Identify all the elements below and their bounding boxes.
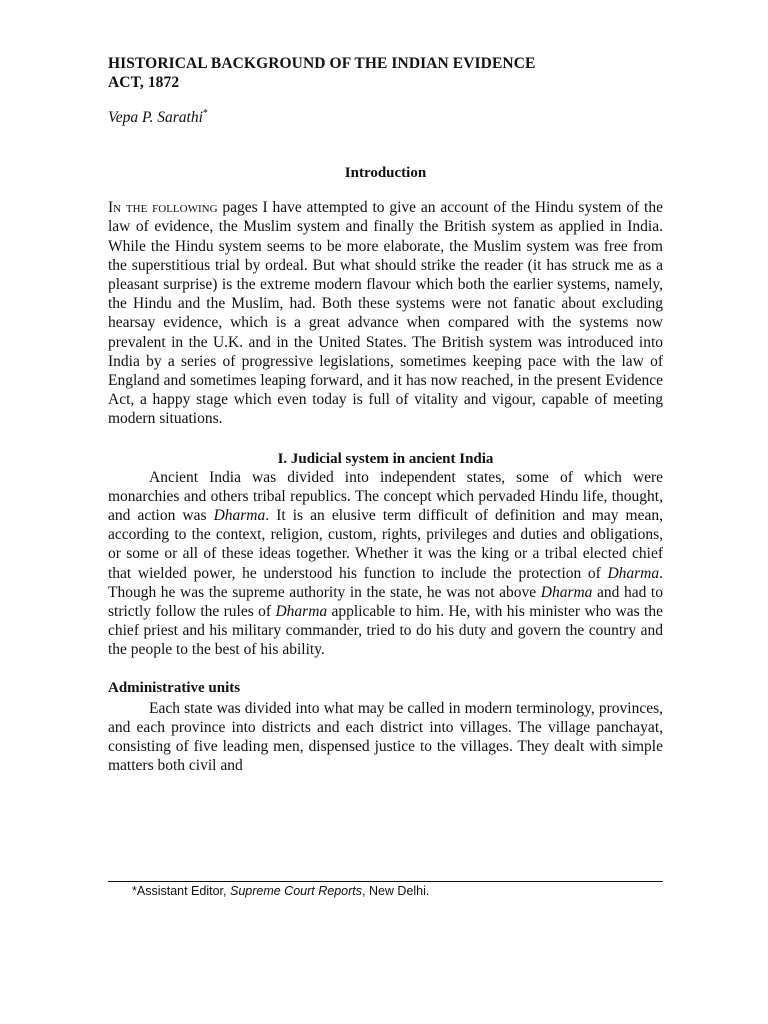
section-1-text-d: and had to strictly follow the rules of bbox=[108, 583, 663, 621]
author-name: Vepa P. Sarathi bbox=[108, 109, 203, 127]
article-title bbox=[108, 54, 663, 92]
title-line-1: HISTORICAL BACKGROUND OF THE INDIAN EVIDENCE bbox=[108, 55, 536, 72]
section-1-paragraph bbox=[108, 468, 663, 660]
footnote-divider bbox=[108, 881, 663, 882]
section-1-text-e: applicable to him. He, with his minister who was the chief priest and his military commander, tried to do his duty and govern the country and the people to the best of his ability. bbox=[108, 603, 663, 659]
footnote bbox=[132, 884, 429, 898]
dharma-term: Dharma bbox=[607, 564, 660, 582]
dharma-term: Dharma bbox=[275, 603, 328, 621]
footnote-text-a: Assistant Editor, bbox=[136, 884, 230, 898]
title-line-2: ACT, 1872 bbox=[108, 74, 180, 91]
intro-lead-in: In the following bbox=[108, 199, 218, 217]
footnote-text-b: , New Delhi. bbox=[362, 884, 430, 898]
author-byline bbox=[108, 108, 663, 127]
intro-text: pages I have attempted to give an account of the Hindu system of the law of evidence, the Muslim system and finally the British system as applied in India. While the Hindu system seems to be more elaborate, the Muslim system was free from the superstitious trial by ordeal. But what should strike the reader (it has struck me as a pleasant surprise) is the extreme modern flavour which both the earlier systems, namely, the Hindu and the Muslim, had. Both these systems were not fanatic about excluding hearsay evidence, which is a great advance when compared with the systems now prevalent in the U.K. and in the United States. The British system was introduced into India by a series of progressive legislations, sometimes keeping pace with the law of England and sometimes leaping forward, and it has now reached, in the present Evidence Act, a happy stage which even today is full of vitality and vigour, capable of meeting modern situations. bbox=[108, 199, 663, 428]
introduction-heading: Introduction bbox=[344, 165, 427, 182]
section-1-text-c: . Though he was the supreme authority in the state, he was not above bbox=[108, 564, 663, 601]
section-1-heading: I. Judicial system in ancient India bbox=[277, 450, 494, 467]
dharma-term: Dharma bbox=[213, 507, 266, 524]
administrative-units-paragraph: Each state was divided into what may be called in modern terminology, provinces, and each province into districts and each district into villages. The village panchayat, consisting of five leading men, dispensed justice to the villages. They dealt with simple matters both civil and bbox=[108, 699, 663, 775]
introduction-paragraph bbox=[108, 198, 663, 428]
administrative-units-heading: Administrative units bbox=[108, 679, 241, 696]
article-page bbox=[108, 54, 663, 775]
footnote-publication: Supreme Court Reports bbox=[229, 884, 362, 898]
author-footnote-mark: * bbox=[202, 108, 208, 119]
section-1-text-b: . It is an elusive term difficult of definition and may mean, according to the context, religion, custom, rights, privileges and duties and obligations, or some or all of these ideas together. Whether it was the king or a tribal elected chief that wielded power, he understood his function to include the protection of bbox=[108, 507, 664, 582]
section-1-text-a: Ancient India was divided into independent states, some of which were monarchies and others tribal republics. The concept which pervaded Hindu life, thought, and action was bbox=[108, 468, 663, 524]
dharma-term: Dharma bbox=[540, 583, 593, 601]
footnote-mark: * bbox=[132, 884, 137, 898]
